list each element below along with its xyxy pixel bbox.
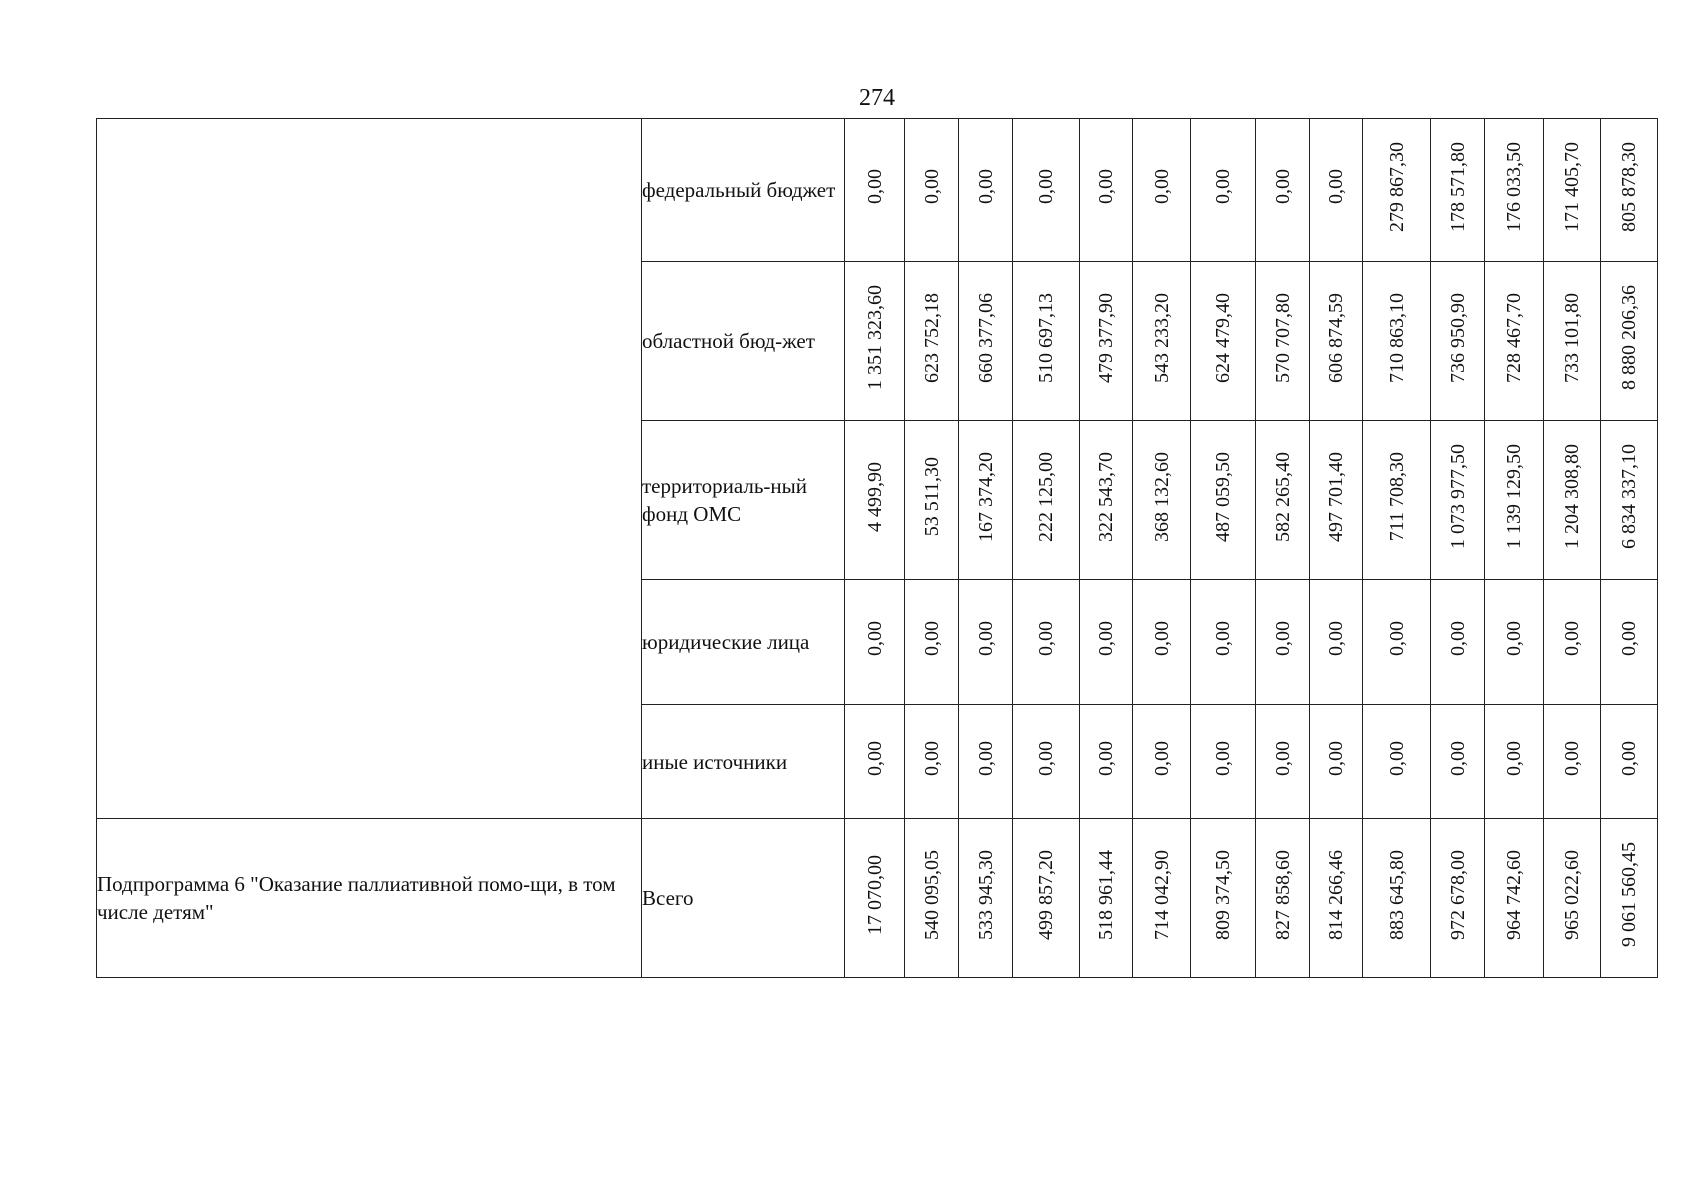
value-cell: 0,00	[1013, 705, 1080, 819]
source-label: юридические лица	[642, 580, 845, 705]
value-cell: 809 374,50	[1191, 819, 1256, 978]
funding-table	[96, 118, 1658, 978]
value-cell: 0,00	[1256, 580, 1310, 705]
value-cell: 0,00	[1431, 580, 1485, 705]
empty-description-cell	[97, 119, 642, 819]
value-cell: 0,00	[1080, 580, 1133, 705]
value-cell: 0,00	[1431, 705, 1485, 819]
value-cell: 0,00	[1256, 119, 1310, 262]
value-cell: 510 697,13	[1013, 262, 1080, 421]
value-cell: 0,00	[905, 580, 959, 705]
value-cell: 827 858,60	[1256, 819, 1310, 978]
value-cell: 0,00	[1363, 580, 1431, 705]
value-cell: 972 678,00	[1431, 819, 1485, 978]
value-cell: 1 351 323,60	[845, 262, 905, 421]
value-cell: 0,00	[1191, 705, 1256, 819]
source-label: федеральный бюджет	[642, 119, 845, 262]
value-cell: 728 467,70	[1485, 262, 1544, 421]
value-cell: 1 139 129,50	[1485, 421, 1544, 580]
value-cell: 0,00	[959, 119, 1013, 262]
value-cell: 499 857,20	[1013, 819, 1080, 978]
value-cell: 0,00	[1080, 119, 1133, 262]
value-cell: 0,00	[905, 705, 959, 819]
value-cell: 322 543,70	[1080, 421, 1133, 580]
value-cell: 178 571,80	[1431, 119, 1485, 262]
value-cell: 167 374,20	[959, 421, 1013, 580]
value-cell: 0,00	[1191, 580, 1256, 705]
value-cell: 487 059,50	[1191, 421, 1256, 580]
value-cell-total: 8 880 206,36	[1601, 262, 1658, 421]
value-cell: 543 233,20	[1133, 262, 1191, 421]
value-cell: 0,00	[1256, 705, 1310, 819]
value-cell: 623 752,18	[905, 262, 959, 421]
value-cell: 279 867,30	[1363, 119, 1431, 262]
value-cell: 479 377,90	[1080, 262, 1133, 421]
value-cell: 964 742,60	[1485, 819, 1544, 978]
page-number: 274	[859, 85, 895, 111]
value-cell-total: 6 834 337,10	[1601, 421, 1658, 580]
value-cell: 0,00	[959, 580, 1013, 705]
value-cell: 883 645,80	[1363, 819, 1431, 978]
value-cell: 0,00	[905, 119, 959, 262]
value-cell: 0,00	[1133, 705, 1191, 819]
value-cell: 0,00	[1013, 580, 1080, 705]
value-cell: 814 266,46	[1310, 819, 1363, 978]
value-cell: 624 479,40	[1191, 262, 1256, 421]
source-label: областной бюд-жет	[642, 262, 845, 421]
value-cell: 0,00	[1133, 580, 1191, 705]
value-cell: 4 499,90	[845, 421, 905, 580]
value-cell: 0,00	[1485, 580, 1544, 705]
value-cell: 0,00	[1191, 119, 1256, 262]
value-cell: 570 707,80	[1256, 262, 1310, 421]
value-cell: 606 874,59	[1310, 262, 1363, 421]
value-cell: 0,00	[1310, 119, 1363, 262]
value-cell: 0,00	[1485, 705, 1544, 819]
value-cell: 965 022,60	[1544, 819, 1601, 978]
source-label: территориаль-ный фонд ОМС	[642, 421, 845, 580]
value-cell: 736 950,90	[1431, 262, 1485, 421]
value-cell: 533 945,30	[959, 819, 1013, 978]
subprogram-title: Подпрограмма 6 "Оказание паллиативной помо-щи, в том числе детям"	[97, 819, 642, 978]
source-label-total: Всего	[642, 819, 845, 978]
value-cell: 497 701,40	[1310, 421, 1363, 580]
value-cell: 0,00	[1013, 119, 1080, 262]
value-cell: 582 265,40	[1256, 421, 1310, 580]
value-cell: 0,00	[845, 580, 905, 705]
value-cell: 0,00	[1363, 705, 1431, 819]
value-cell: 0,00	[845, 705, 905, 819]
value-cell: 710 863,10	[1363, 262, 1431, 421]
value-cell: 1 204 308,80	[1544, 421, 1601, 580]
value-cell: 660 377,06	[959, 262, 1013, 421]
value-cell: 171 405,70	[1544, 119, 1601, 262]
value-cell: 0,00	[845, 119, 905, 262]
source-label: иные источники	[642, 705, 845, 819]
value-cell: 733 101,80	[1544, 262, 1601, 421]
value-cell: 368 132,60	[1133, 421, 1191, 580]
value-cell: 0,00	[959, 705, 1013, 819]
row-federal-budget	[97, 119, 1658, 262]
value-cell: 0,00	[1133, 119, 1191, 262]
value-cell: 518 961,44	[1080, 819, 1133, 978]
value-cell: 0,00	[1310, 705, 1363, 819]
value-cell: 0,00	[1544, 705, 1601, 819]
value-cell: 540 095,05	[905, 819, 959, 978]
row-subprogram-6-total	[97, 819, 1658, 978]
value-cell: 222 125,00	[1013, 421, 1080, 580]
value-cell-total: 805 878,30	[1601, 119, 1658, 262]
value-cell: 176 033,50	[1485, 119, 1544, 262]
value-cell: 0,00	[1544, 580, 1601, 705]
value-cell-total: 0,00	[1601, 580, 1658, 705]
value-cell: 0,00	[1310, 580, 1363, 705]
value-cell: 0,00	[1080, 705, 1133, 819]
value-cell: 714 042,90	[1133, 819, 1191, 978]
value-cell: 17 070,00	[845, 819, 905, 978]
value-cell-total: 0,00	[1601, 705, 1658, 819]
value-cell-total: 9 061 560,45	[1601, 819, 1658, 978]
value-cell: 711 708,30	[1363, 421, 1431, 580]
value-cell: 1 073 977,50	[1431, 421, 1485, 580]
value-cell: 53 511,30	[905, 421, 959, 580]
